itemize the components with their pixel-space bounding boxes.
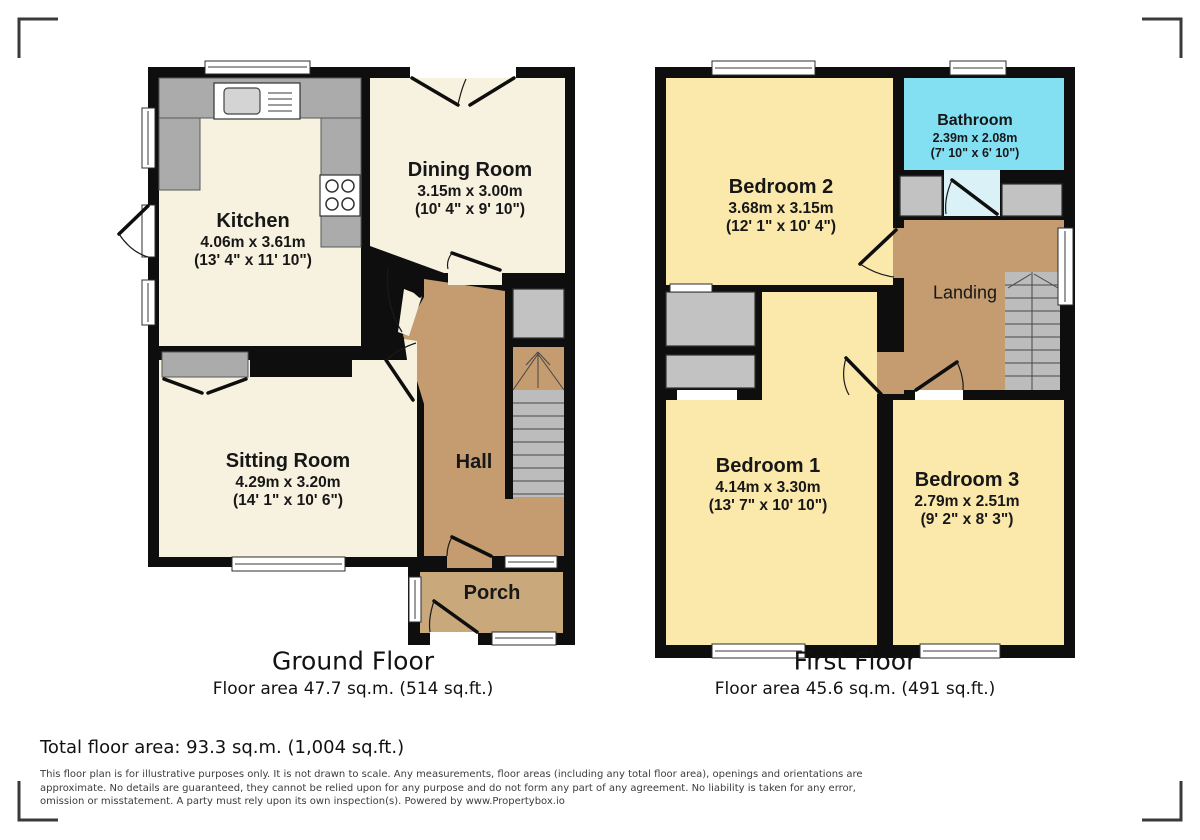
room-label-kitchen — [194, 210, 312, 270]
first-floor-title: First Floor — [793, 646, 917, 676]
first-floor-area: Floor area 45.6 sq.m. (491 sq.ft.) — [714, 679, 996, 699]
room-dim-imperial: (12' 1" x 10' 4") — [726, 217, 836, 235]
room-label-bedroom-2 — [726, 176, 836, 236]
room-name: Bedroom 1 — [715, 454, 821, 477]
room-name: Bedroom 3 — [914, 468, 1020, 491]
airing-cupboard — [1002, 184, 1062, 216]
hall-floor-understairs — [505, 497, 564, 556]
bathroom-cupboard — [900, 176, 942, 216]
room-name: Porch — [463, 582, 521, 605]
room-dim-imperial: (10' 4" x 9' 10") — [415, 200, 525, 218]
room-dim-metric: 4.14m x 3.30m — [715, 478, 821, 496]
bedroom-cupboard-2 — [666, 355, 755, 388]
room-label-bathroom — [931, 112, 1020, 160]
room-dim-metric: 3.15m x 3.00m — [417, 182, 523, 200]
stair-wall — [505, 283, 513, 499]
room-label-bedroom-3 — [914, 469, 1019, 529]
room-label-sitting-room — [226, 450, 350, 510]
stove-icon — [320, 175, 360, 216]
bedroom-cupboard-1 — [666, 292, 755, 346]
ground-floor-area: Floor area 47.7 sq.m. (514 sq.ft.) — [212, 679, 494, 699]
room-name: Kitchen — [216, 209, 290, 232]
french-door-opening — [410, 66, 516, 78]
room-label-landing — [933, 282, 997, 303]
room-name: Bathroom — [937, 111, 1013, 129]
room-label-dining-room — [408, 159, 532, 219]
staircase-first-icon — [1005, 272, 1060, 390]
room-dim-metric: 2.79m x 2.51m — [914, 492, 1020, 510]
room-dim-metric: 4.29m x 3.20m — [235, 473, 341, 491]
understairs-cupboard — [513, 289, 564, 338]
ground-floor-title: Ground Floor — [271, 646, 435, 676]
room-dim-metric: 3.68m x 3.15m — [728, 199, 834, 217]
room-name: Sitting Room — [225, 449, 351, 472]
room-dim-imperial: (9' 2" x 8' 3") — [920, 510, 1014, 528]
room-label-porch — [464, 582, 521, 606]
disclaimer-text — [40, 768, 863, 809]
room-name: Bedroom 2 — [728, 175, 834, 198]
disclaimer-line-1: This floor plan is for illustrative purposes only. It is not drawn to scale. Any measurements, floor areas (including any total floor area), openings and orientations are — [40, 769, 863, 780]
total-floor-area: Total floor area: 93.3 sq.m. (1,004 sq.ft.) — [40, 737, 405, 758]
room-name: Hall — [455, 451, 493, 474]
room-dim-metric: 4.06m x 3.61m — [200, 233, 306, 251]
room-dim-imperial: (13' 7" x 10' 10") — [708, 496, 828, 514]
kitchen-sink-icon — [214, 83, 300, 119]
room-dim-imperial: (7' 10" x 6' 10") — [930, 145, 1020, 160]
disclaimer-line-3: omission or misstatement. A party must rely upon its own inspection(s). Powered by www.Propertybox.io — [40, 796, 565, 807]
ground-floor-plan — [119, 61, 575, 645]
staircase-ground-icon — [513, 347, 564, 497]
room-label-bedroom-1 — [709, 455, 828, 515]
room-dim-imperial: (13' 4" x 11' 10") — [194, 251, 312, 269]
room-name: Landing — [932, 282, 998, 303]
chimney-breast — [250, 360, 352, 377]
room-label-hall — [456, 451, 493, 475]
room-name: Dining Room — [407, 158, 533, 181]
room-dim-imperial: (14' 1" x 10' 6") — [233, 491, 343, 509]
room-dim-metric: 2.39m x 2.08m — [932, 130, 1018, 145]
disclaimer-line-2: approximate. No details are guaranteed, they cannot be relied upon for any purpose and do not form any part of any agreement. No liability is taken for any error, — [40, 782, 856, 794]
